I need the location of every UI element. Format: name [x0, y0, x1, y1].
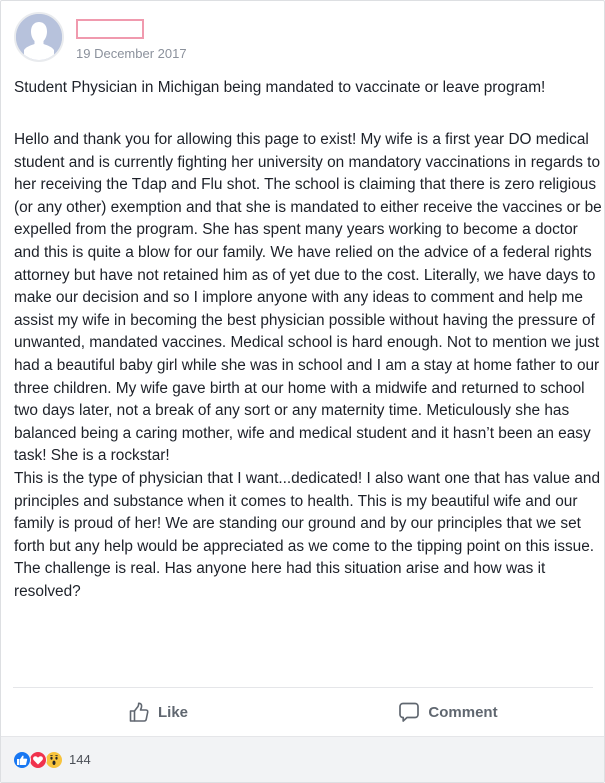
reaction-count[interactable]: 144: [69, 752, 91, 767]
comment-button[interactable]: [303, 688, 593, 736]
wow-reaction-icon: [45, 751, 63, 769]
avatar[interactable]: [14, 12, 64, 62]
post-body: [14, 129, 604, 603]
like-label: Like: [157, 703, 188, 721]
love-reaction-icon: [29, 751, 47, 769]
comment-label: Comment: [428, 703, 498, 721]
reaction-icons[interactable]: [13, 751, 61, 769]
post-paragraph: Hello and thank you for allowing this page to exist! My wife is a first year DO medical student and is currently fighting her university on mandatory vaccinations in regards to her receiving the Tdap and Flu shot. The school is claiming that there is zero religious (or any other) exemption and that she is mandated to either receive the vaccines or be expelled from the program. She has spent many years working to become a doctor and this is quite a blow for our family. We have relied on the advice of a federal rights attorney but have not retained him as of yet due to the cost. Literally, we have days to make our decision and so I implore anyone with any ideas to comment and help me assist my wife in becoming the best physician possible without having the pressure of unwanted, mandated vaccines. Medical school is hard enough. Not to mention we just had a beautiful baby girl while she was in school and I am a stay at home father to our three children. My wife gave birth at our home with a midwife and returned to school two days later, not a break of any sort or any maternity time. Meticulously she has balanced being a caring mother, wife and medical student and it hasn’t been an easy task! She is a rockstar!: [14, 131, 602, 465]
author-name-redacted[interactable]: [76, 19, 144, 39]
reactions-footer: [1, 736, 604, 782]
post-timestamp[interactable]: 19 December 2017: [76, 46, 187, 61]
post-title: Student Physician in Michigan being mandated to vaccinate or leave program!: [14, 79, 546, 96]
comment-bubble-icon: [398, 701, 420, 723]
like-reaction-icon: [13, 751, 31, 769]
post-paragraph: This is the type of physician that I want...dedicated! I also want one that has value and principles and substance when it comes to health. This is my beautiful wife and our family is proud of her! We are standing our ground and by our principles that we set forth but any help would be appreciated as we come to the tipping point on this issue. The challenge is real. Has anyone here had this situation arise and how was it resolved?: [14, 469, 601, 600]
post-actions: [13, 688, 593, 736]
thumbs-up-icon: [128, 701, 150, 723]
like-button[interactable]: [13, 688, 303, 736]
default-profile-icon: [16, 14, 62, 60]
